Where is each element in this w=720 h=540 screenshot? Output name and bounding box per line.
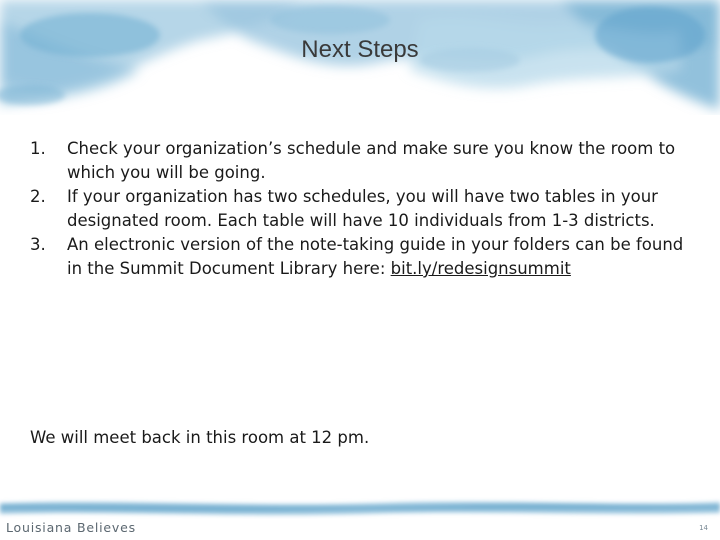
list-item-number: 1. [30,139,46,158]
brand-logo: Louisiana Believes [6,520,136,535]
list-item-text-container [67,233,690,281]
list-item-text: An electronic version of the note-taking guide in your folders can be found in the Summit Document Library here: [67,235,684,278]
summit-library-link[interactable]: bit.ly/redesignsummit [390,259,571,278]
list-item-number: 2. [30,187,46,206]
next-steps-list [30,137,690,281]
page-title: Next Steps [301,36,419,63]
watercolor-footer-band [0,497,720,519]
page-number: 14 [699,524,708,532]
list-item-number: 3. [30,235,46,254]
closing-note: We will meet back in this room at 12 pm. [30,428,370,447]
list-item [30,185,690,233]
slide-body [30,137,690,281]
list-item-text: Check your organization’s schedule and make sure you know the room to which you will be going. [67,139,676,182]
list-item [30,137,690,185]
list-item-text: If your organization has two schedules, you will have two tables in your designated room. Each table will have 10 individuals from 1-3 districts. [67,187,658,230]
list-item [30,233,690,281]
